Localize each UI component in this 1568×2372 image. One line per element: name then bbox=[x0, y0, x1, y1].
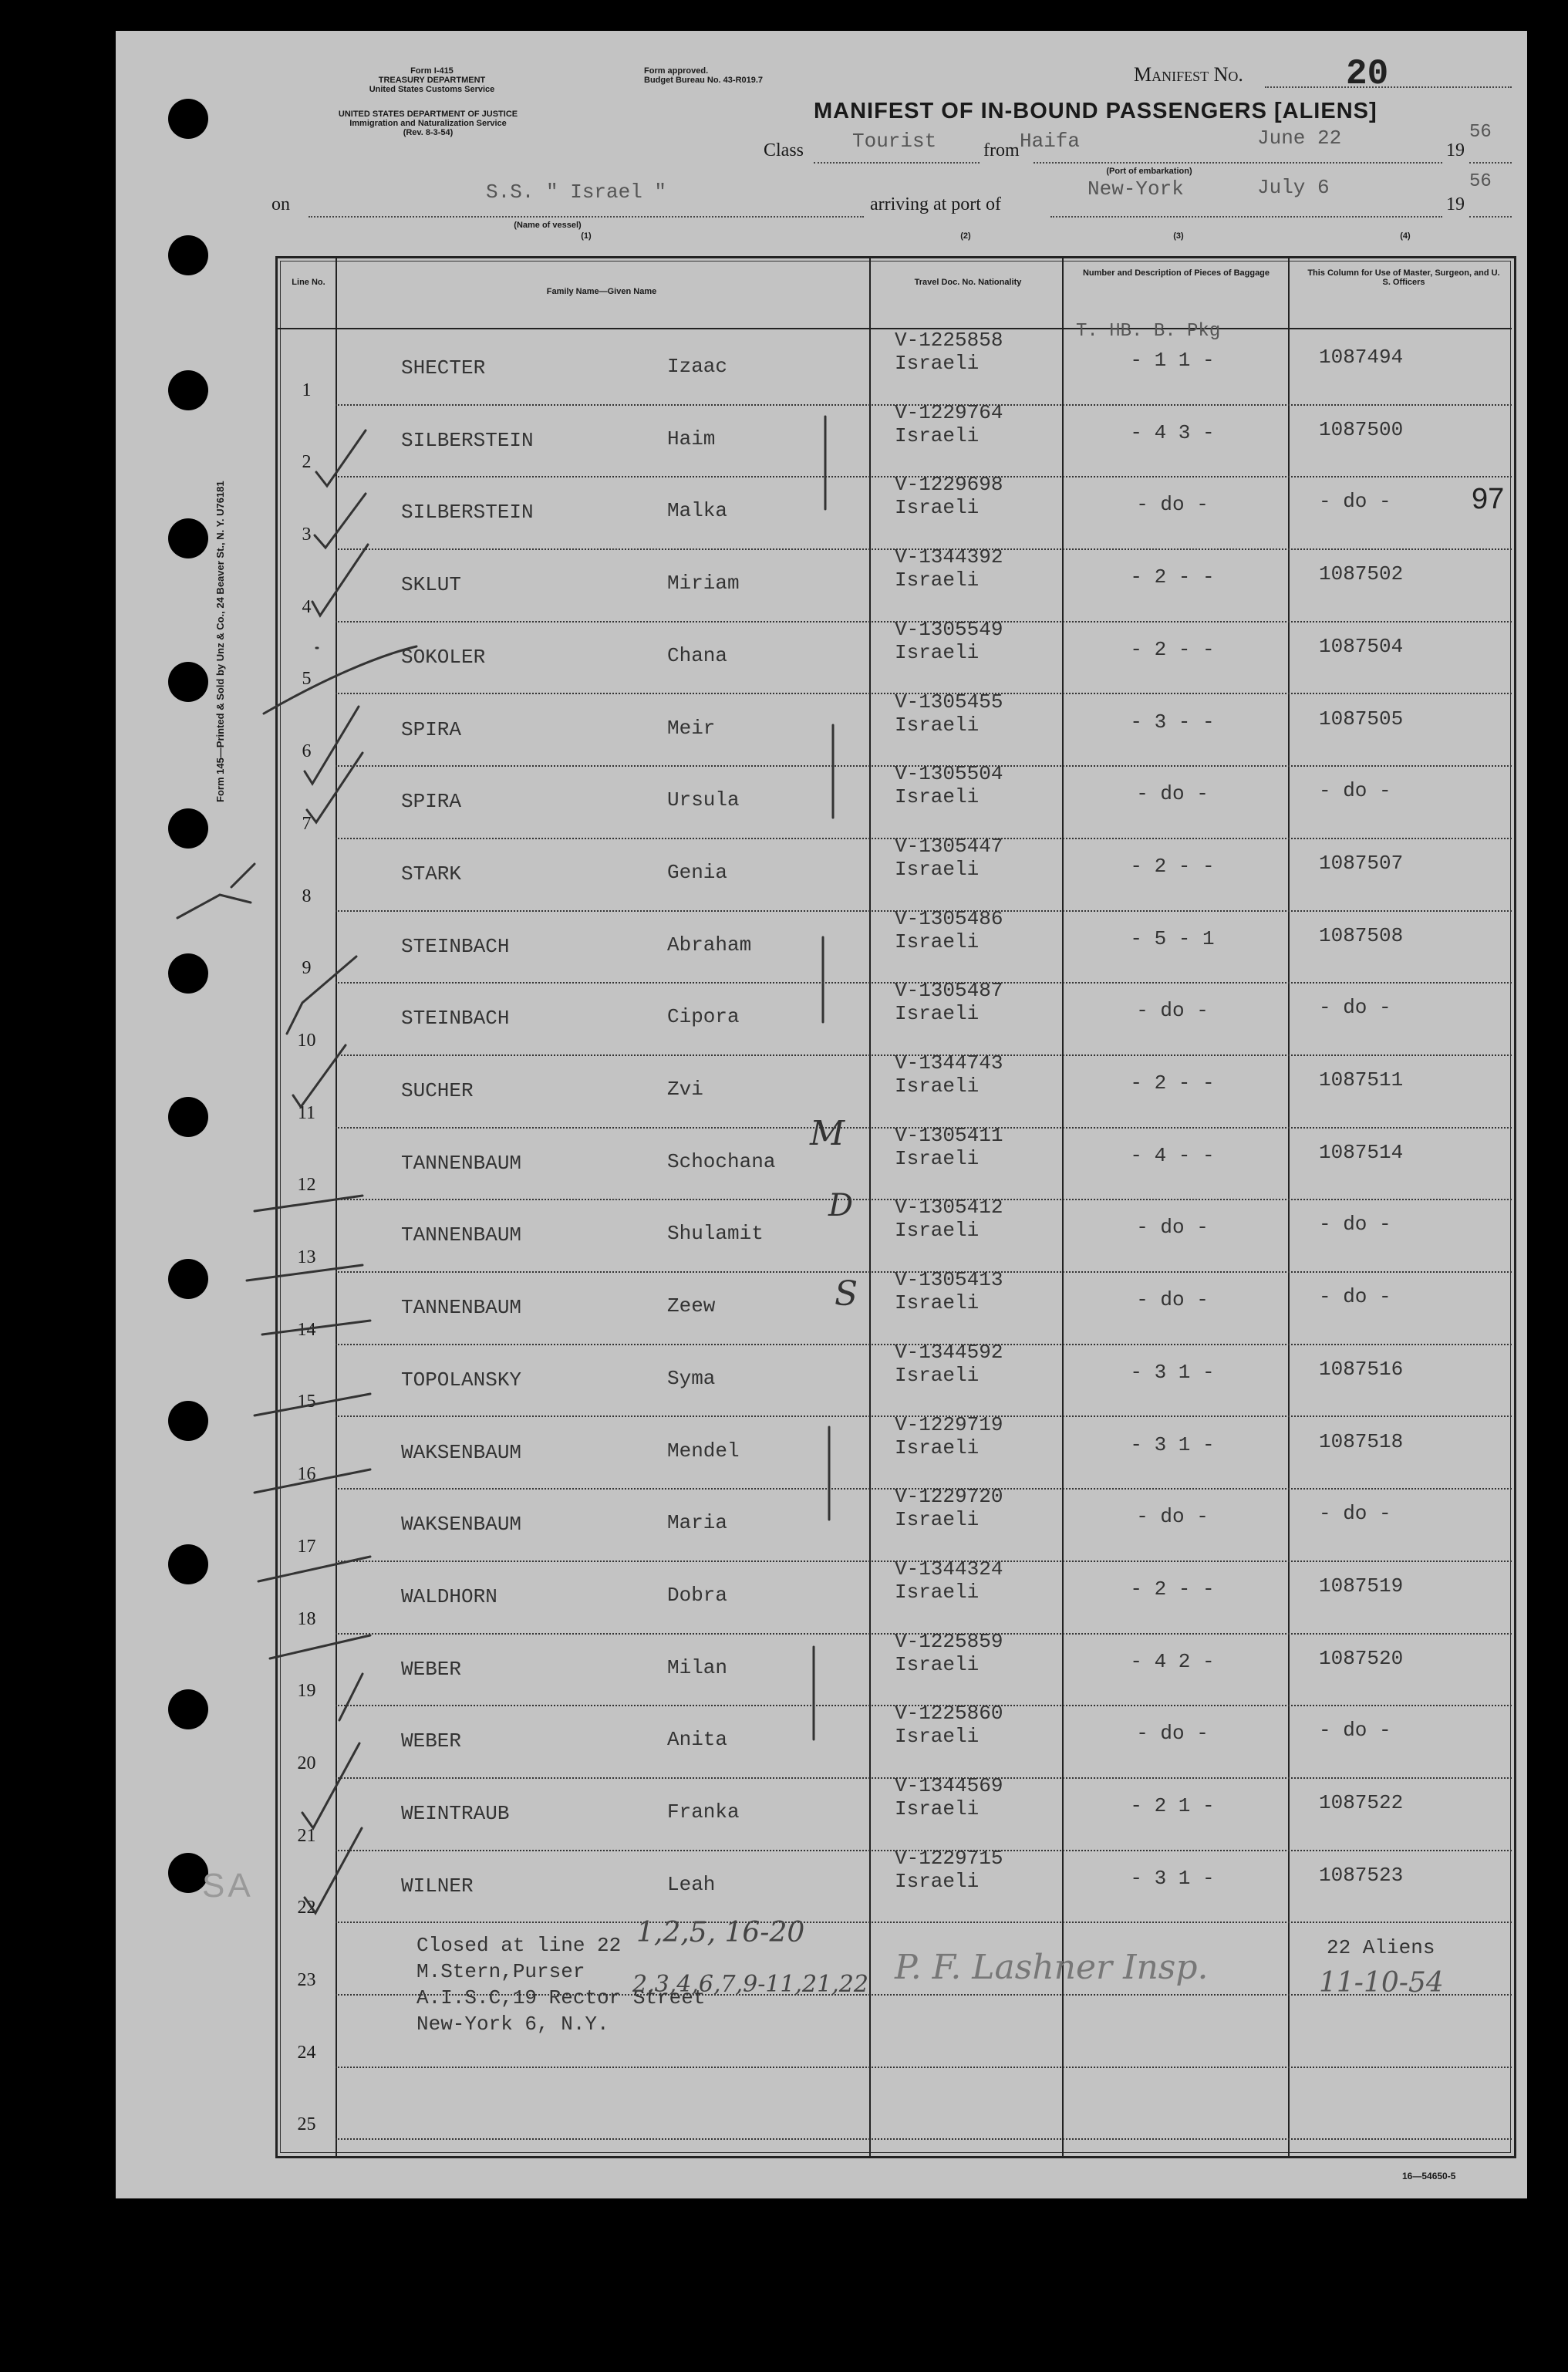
family-name: WEBER bbox=[401, 1657, 462, 1681]
doc-number: V-1305504 bbox=[895, 762, 1003, 786]
doc-number: V-1305455 bbox=[895, 690, 1003, 714]
vessel-caption: (Name of vessel) bbox=[514, 221, 582, 230]
nationality: Israeli bbox=[895, 785, 980, 809]
doc-number: V-1225859 bbox=[895, 1629, 1003, 1653]
officer-entry: 1087494 bbox=[1319, 346, 1404, 369]
family-name: SHECTER bbox=[401, 356, 486, 380]
officer-entry: 1087504 bbox=[1319, 634, 1404, 658]
officer-entry: 1087511 bbox=[1319, 1068, 1404, 1092]
side-imprint: Form 145—Printed & Sold by Unz & Co., 24 Beaver St., N. Y. U76181 bbox=[214, 481, 226, 802]
given-name: Zeew bbox=[667, 1294, 716, 1318]
baggage: - 3 - - bbox=[1130, 710, 1215, 734]
officer-entry: 1087522 bbox=[1319, 1791, 1404, 1814]
officer-entry: - do - bbox=[1319, 490, 1391, 514]
given-name: Anita bbox=[667, 1728, 728, 1752]
officer-entry: 1087516 bbox=[1319, 1357, 1404, 1381]
col-header-name: Family Name—Given Name bbox=[546, 287, 657, 296]
given-name: Genia bbox=[667, 860, 728, 884]
baggage: - 2 - - bbox=[1130, 637, 1215, 661]
from-value: Haifa bbox=[1020, 130, 1081, 153]
sa-mark: SA bbox=[202, 1867, 254, 1905]
budget-bureau: Budget Bureau No. 43-R019.7 bbox=[644, 76, 764, 85]
baggage: - 3 1 - bbox=[1130, 1360, 1215, 1384]
officer-entry: 1087523 bbox=[1319, 1863, 1404, 1887]
hand-lines-1: 1,2,5, 16-20 bbox=[636, 1917, 805, 1949]
nationality: Israeli bbox=[895, 1869, 980, 1893]
from-label: from bbox=[983, 140, 1020, 160]
baggage: - 3 1 - bbox=[1130, 1866, 1215, 1890]
family-name: SPIRA bbox=[401, 717, 462, 741]
baggage: - 1 1 - bbox=[1130, 349, 1215, 372]
doc-number: V-1229720 bbox=[895, 1485, 1003, 1509]
officer-entry: 1087508 bbox=[1319, 923, 1404, 947]
baggage: - 2 - - bbox=[1130, 565, 1215, 589]
baggage: - do - bbox=[1136, 1505, 1209, 1529]
given-name: Syma bbox=[667, 1366, 716, 1390]
officer-entry: 1087507 bbox=[1319, 851, 1404, 875]
officer-entry: 1087519 bbox=[1319, 1574, 1404, 1598]
treasury-dept: TREASURY DEPARTMENT bbox=[378, 76, 486, 85]
family-name: SUCHER bbox=[401, 1079, 474, 1102]
family-name: SOKOLER bbox=[401, 645, 486, 669]
line-number: 7 bbox=[302, 813, 312, 834]
line-number: 8 bbox=[302, 886, 312, 906]
given-name: Franka bbox=[667, 1800, 740, 1824]
line-number: 11 bbox=[297, 1102, 316, 1123]
nationality: Israeli bbox=[895, 640, 980, 664]
baggage: - do - bbox=[1136, 1722, 1209, 1746]
line-number: 2 bbox=[302, 452, 312, 473]
vessel-name: S.S. " Israel " bbox=[486, 181, 667, 204]
nationality: Israeli bbox=[895, 423, 980, 447]
family-name: SILBERSTEIN bbox=[401, 428, 534, 452]
date-departure: June 22 bbox=[1257, 127, 1342, 150]
line-number: 3 bbox=[302, 525, 312, 545]
line-number: 24 bbox=[297, 2042, 316, 2063]
baggage-subheader: T. HB. B. Pkg bbox=[1076, 321, 1221, 342]
line-number: 18 bbox=[297, 1608, 316, 1629]
nationality: Israeli bbox=[895, 496, 980, 520]
col-num-3: (3) bbox=[1173, 231, 1184, 241]
manifest-no-label: Manifest No. bbox=[1134, 63, 1243, 86]
baggage: - do - bbox=[1136, 782, 1209, 806]
class-label: Class bbox=[764, 140, 804, 160]
family-name: SILBERSTEIN bbox=[401, 501, 534, 525]
line-number: 13 bbox=[297, 1247, 316, 1268]
mark-s: S bbox=[835, 1274, 858, 1314]
given-name: Mendel bbox=[667, 1439, 740, 1463]
doc-number: V-1229719 bbox=[895, 1412, 1003, 1436]
purser: M.Stern,Purser bbox=[416, 1960, 585, 1983]
mark-d: D bbox=[828, 1188, 854, 1223]
justice-dept: UNITED STATES DEPARTMENT OF JUSTICE bbox=[338, 110, 518, 119]
nationality: Israeli bbox=[895, 1002, 980, 1026]
given-name: Cipora bbox=[667, 1005, 740, 1029]
footer-code: 16—54650-5 bbox=[1402, 2171, 1456, 2181]
nationality: Israeli bbox=[895, 1075, 980, 1098]
doc-number: V-1225858 bbox=[895, 329, 1003, 352]
line-number: 19 bbox=[297, 1681, 316, 1702]
ins-service: Immigration and Naturalization Service bbox=[349, 119, 507, 128]
family-name: WALDHORN bbox=[401, 1584, 497, 1608]
nationality: Israeli bbox=[895, 1725, 980, 1749]
nationality: Israeli bbox=[895, 1219, 980, 1243]
given-name: Meir bbox=[667, 716, 716, 740]
col-header-line: Line No. bbox=[292, 278, 325, 287]
nationality: Israeli bbox=[895, 857, 980, 881]
mark-m: M bbox=[810, 1114, 845, 1153]
given-name: Miriam bbox=[667, 572, 740, 596]
given-name: Maria bbox=[667, 1511, 728, 1535]
baggage: - do - bbox=[1136, 1288, 1209, 1312]
margin-number: 97 bbox=[1472, 483, 1505, 515]
line-number: 25 bbox=[297, 2114, 316, 2135]
officer-entry: 1087514 bbox=[1319, 1140, 1404, 1164]
baggage: - 3 1 - bbox=[1130, 1432, 1215, 1456]
doc-number: V-1229764 bbox=[895, 400, 1003, 424]
baggage: - do - bbox=[1136, 1216, 1209, 1240]
given-name: Leah bbox=[667, 1872, 716, 1896]
family-name: WEBER bbox=[401, 1729, 462, 1753]
line-number: 9 bbox=[302, 958, 312, 979]
doc-number: V-1344592 bbox=[895, 1340, 1003, 1364]
line-number: 4 bbox=[302, 596, 312, 617]
family-name: WAKSENBAUM bbox=[401, 1440, 522, 1464]
line-number: 12 bbox=[297, 1175, 316, 1196]
doc-number: V-1305487 bbox=[895, 979, 1003, 1003]
page-title: MANIFEST OF IN-BOUND PASSENGERS [ALIENS] bbox=[814, 99, 1377, 123]
given-name: Zvi bbox=[667, 1078, 703, 1101]
port-value: New-York bbox=[1087, 177, 1184, 201]
given-name: Ursula bbox=[667, 788, 740, 812]
line-number: 20 bbox=[297, 1753, 316, 1773]
given-name: Izaac bbox=[667, 355, 728, 378]
officer-entry: 1087518 bbox=[1319, 1429, 1404, 1453]
family-name: TOPOLANSKY bbox=[401, 1368, 522, 1392]
family-name: WEINTRAUB bbox=[401, 1802, 510, 1825]
nationality: Israeli bbox=[895, 1580, 980, 1604]
col-header-baggage: Number and Description of Pieces of Baggage bbox=[1082, 268, 1270, 278]
doc-number: V-1344569 bbox=[895, 1774, 1003, 1797]
nationality: Israeli bbox=[895, 713, 980, 737]
officer-entry: - do - bbox=[1319, 1719, 1391, 1743]
nationality: Israeli bbox=[895, 569, 980, 592]
family-name: TANNENBAUM bbox=[401, 1296, 522, 1320]
year-prefix-1: 19 bbox=[1446, 140, 1465, 160]
doc-number: V-1305447 bbox=[895, 834, 1003, 858]
inspector-signature: P. F. Lashner Insp. bbox=[895, 1948, 1209, 1987]
nationality: Israeli bbox=[895, 930, 980, 953]
col-num-4: (4) bbox=[1400, 231, 1411, 241]
baggage: - 2 1 - bbox=[1130, 1794, 1215, 1817]
officer-entry: 1087520 bbox=[1319, 1646, 1404, 1670]
doc-number: V-1229715 bbox=[895, 1846, 1003, 1870]
baggage: - 4 2 - bbox=[1130, 1649, 1215, 1673]
line-number: 22 bbox=[297, 1898, 316, 1918]
baggage: - do - bbox=[1136, 999, 1209, 1023]
line-number: 6 bbox=[302, 741, 312, 762]
doc-number: V-1344743 bbox=[895, 1051, 1003, 1075]
line-number: 1 bbox=[302, 380, 312, 400]
class-value: Tourist bbox=[852, 130, 937, 153]
doc-number: V-1305486 bbox=[895, 906, 1003, 930]
line-number: 15 bbox=[297, 1392, 316, 1412]
nationality: Israeli bbox=[895, 352, 980, 375]
nationality: Israeli bbox=[895, 1436, 980, 1459]
given-name: Milan bbox=[667, 1655, 728, 1679]
family-name: STEINBACH bbox=[401, 934, 510, 958]
col-num-1: (1) bbox=[581, 231, 592, 241]
agent-address: A.I.S.C,19 Rector Street bbox=[416, 1986, 706, 2009]
line-number: 5 bbox=[302, 669, 312, 690]
baggage: - 2 - - bbox=[1130, 1071, 1215, 1095]
officer-entry: 1087505 bbox=[1319, 707, 1404, 730]
officer-entry: - do - bbox=[1319, 1213, 1391, 1237]
nationality: Israeli bbox=[895, 1508, 980, 1532]
date-arrival: July 6 bbox=[1257, 176, 1330, 199]
doc-number: V-1305411 bbox=[895, 1123, 1003, 1147]
line-number: 16 bbox=[297, 1464, 316, 1485]
family-name: STEINBACH bbox=[401, 1007, 510, 1031]
line-number: 23 bbox=[297, 1970, 316, 1991]
line-number: 14 bbox=[297, 1319, 316, 1340]
nationality: Israeli bbox=[895, 1291, 980, 1315]
baggage: - 4 3 - bbox=[1130, 420, 1215, 444]
family-name: SPIRA bbox=[401, 790, 462, 814]
doc-number: V-1344392 bbox=[895, 545, 1003, 569]
form-revision: (Rev. 8-3-54) bbox=[403, 128, 454, 137]
family-name: WAKSENBAUM bbox=[401, 1513, 522, 1537]
baggage: - do - bbox=[1136, 493, 1209, 517]
given-name: Schochana bbox=[667, 1149, 776, 1173]
doc-number: V-1225860 bbox=[895, 1702, 1003, 1726]
baggage: - 2 - - bbox=[1130, 854, 1215, 878]
family-name: STARK bbox=[401, 862, 462, 886]
baggage: - 4 - - bbox=[1130, 1143, 1215, 1167]
nationality: Israeli bbox=[895, 1146, 980, 1170]
col-header-officers: This Column for Use of Master, Surgeon, and U. S. Officers bbox=[1307, 268, 1500, 287]
family-name: WILNER bbox=[401, 1874, 474, 1898]
given-name: Abraham bbox=[667, 933, 752, 957]
form-id: Form I-415 bbox=[410, 66, 454, 76]
family-name: TANNENBAUM bbox=[401, 1151, 522, 1175]
nationality: Israeli bbox=[895, 1363, 980, 1387]
doc-number: V-1344324 bbox=[895, 1557, 1003, 1581]
line-number: 10 bbox=[297, 1030, 316, 1051]
officer-entry: 1087502 bbox=[1319, 562, 1404, 586]
doc-number: V-1229698 bbox=[895, 473, 1003, 497]
col-num-2: (2) bbox=[960, 231, 971, 241]
family-name: SKLUT bbox=[401, 573, 462, 597]
doc-number: V-1305549 bbox=[895, 617, 1003, 641]
form-approved: Form approved. bbox=[644, 66, 709, 76]
doc-number: V-1305413 bbox=[895, 1268, 1003, 1292]
officer-entry: 1087500 bbox=[1319, 417, 1404, 441]
nationality: Israeli bbox=[895, 1797, 980, 1820]
officer-entry: - do - bbox=[1319, 1502, 1391, 1526]
baggage: - 5 - 1 bbox=[1130, 926, 1215, 950]
agent-city: New-York 6, N.Y. bbox=[416, 2013, 609, 2036]
line-number: 21 bbox=[297, 1825, 316, 1846]
alien-total: 22 Aliens bbox=[1327, 1936, 1435, 1959]
manifest-number: 20 bbox=[1346, 54, 1389, 94]
col-header-doc: Travel Doc. No. Nationality bbox=[914, 278, 1022, 287]
given-name: Dobra bbox=[667, 1583, 728, 1607]
officer-entry: - do - bbox=[1319, 996, 1391, 1020]
family-name: TANNENBAUM bbox=[401, 1223, 522, 1247]
officer-entry: - do - bbox=[1319, 779, 1391, 803]
year-prefix-2: 19 bbox=[1446, 194, 1465, 214]
given-name: Malka bbox=[667, 499, 728, 523]
given-name: Chana bbox=[667, 643, 728, 667]
line-number: 17 bbox=[297, 1536, 316, 1557]
on-label: on bbox=[271, 194, 290, 214]
baggage: - 2 - - bbox=[1130, 1577, 1215, 1601]
officer-entry: - do - bbox=[1319, 1285, 1391, 1309]
hand-lines-2: 2,3,4,6,7,9-11,21,22 bbox=[632, 1971, 868, 1998]
embarkation-caption: (Port of embarkation) bbox=[1106, 167, 1192, 176]
year-1: 56 bbox=[1469, 122, 1492, 143]
doc-number: V-1305412 bbox=[895, 1196, 1003, 1220]
nationality: Israeli bbox=[895, 1652, 980, 1676]
given-name: Shulamit bbox=[667, 1222, 764, 1246]
customs-service: United States Customs Service bbox=[369, 85, 495, 94]
arriving-label: arriving at port of bbox=[870, 194, 1001, 214]
year-2: 56 bbox=[1469, 171, 1492, 192]
closed-at-line: Closed at line 22 bbox=[416, 1934, 622, 1957]
hand-date: 11-10-54 bbox=[1319, 1967, 1444, 1999]
given-name: Haim bbox=[667, 427, 716, 450]
